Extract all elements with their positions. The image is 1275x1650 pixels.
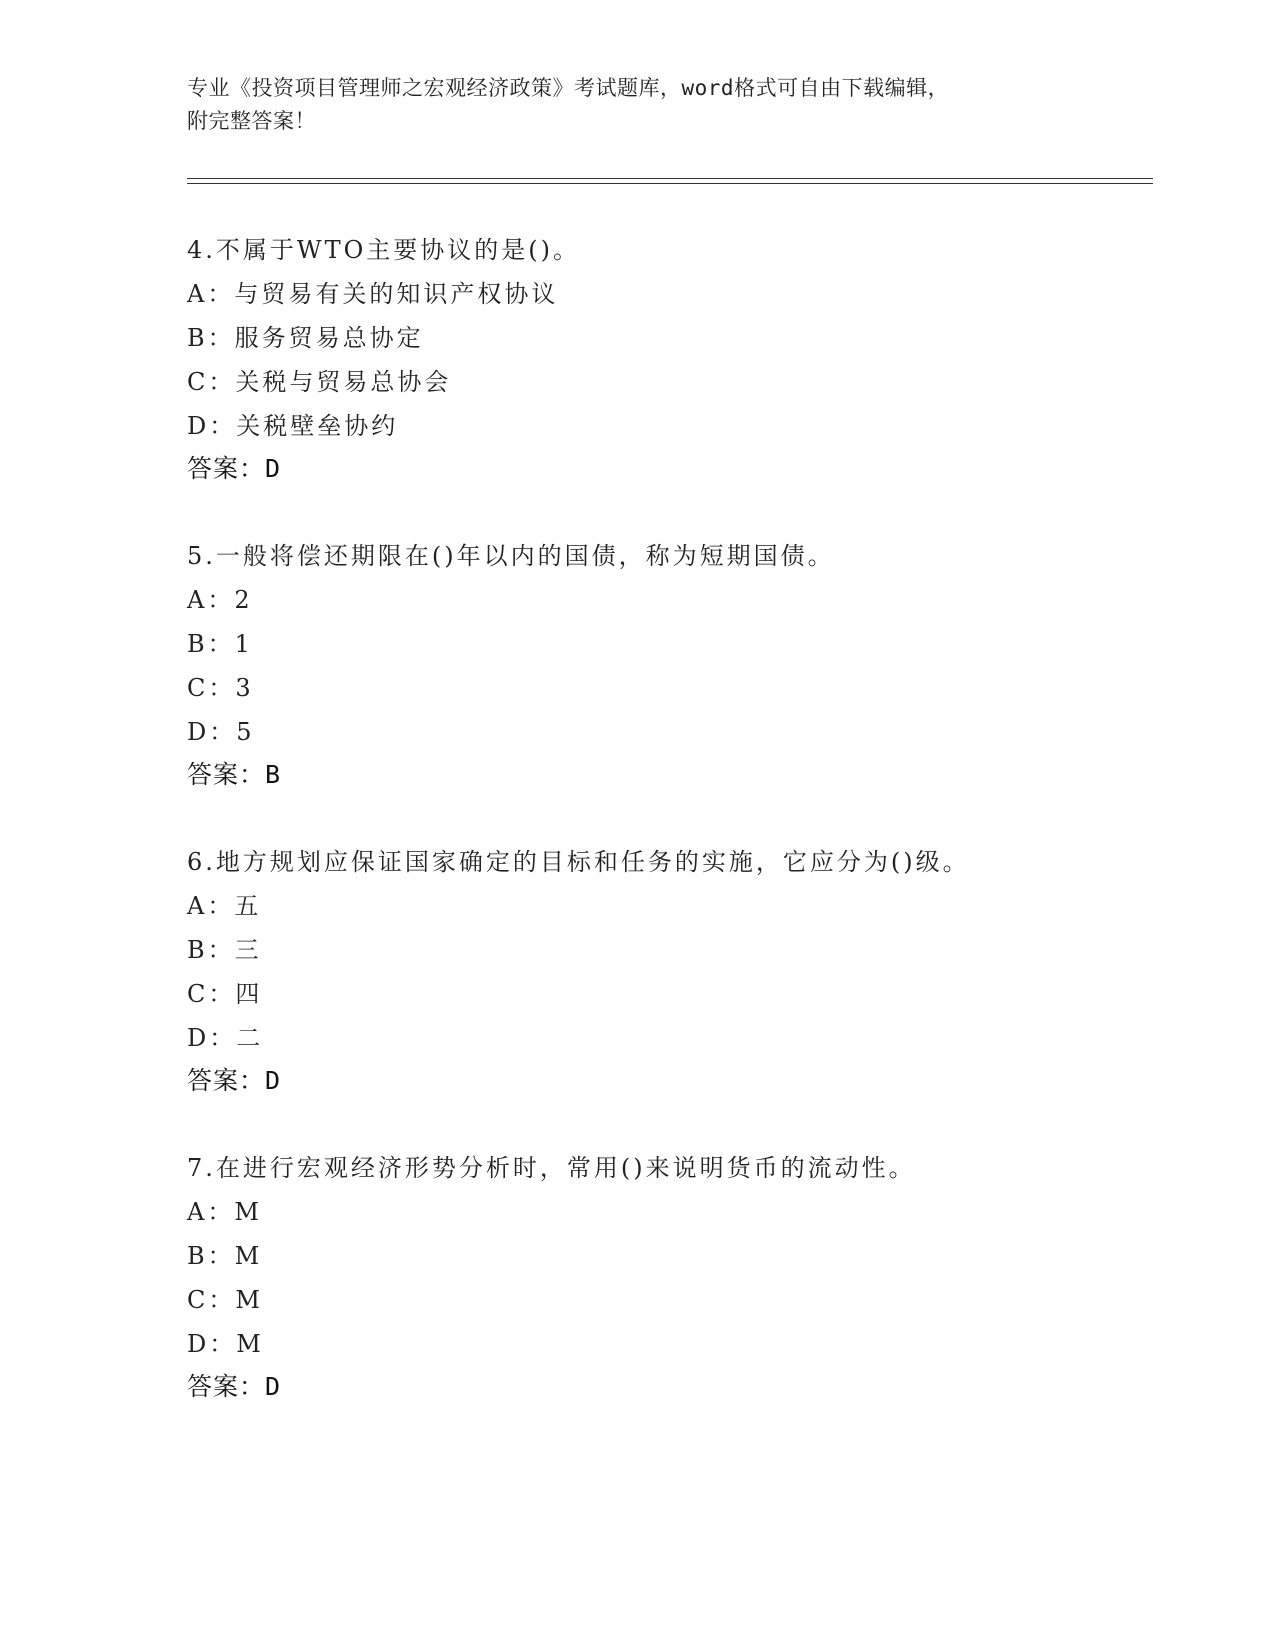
question-stem: 5.一般将偿还期限在()年以内的国债，称为短期国债。: [187, 542, 835, 570]
header-line-1: 专业《投资项目管理师之宏观经济政策》考试题库，word格式可自由下载编辑，: [187, 76, 950, 100]
option-b: B：M: [187, 1242, 263, 1270]
answer-line: 答案：D: [187, 1372, 282, 1401]
option-d: D：二: [187, 1024, 264, 1052]
option-c: C：M: [187, 1286, 263, 1314]
option-a: A：2: [187, 586, 253, 614]
option-c: C：四: [187, 980, 263, 1008]
option-d: D：5: [187, 718, 255, 746]
question-stem: 6.地方规划应保证国家确定的目标和任务的实施，它应分为()级。: [187, 848, 970, 876]
option-a: A：与贸易有关的知识产权协议: [187, 280, 559, 308]
option-b: B：服务贸易总协定: [187, 324, 424, 352]
option-b: B：1: [187, 630, 253, 658]
option-a: A：M: [187, 1198, 262, 1226]
option-d: D：关税壁垒协约: [187, 412, 399, 440]
header-divider-bottom: [187, 183, 1153, 184]
question-stem: 4.不属于WTO主要协议的是()。: [187, 236, 580, 264]
document-header: [187, 72, 1067, 138]
header-divider-top: [187, 178, 1153, 179]
option-d: D：M: [187, 1330, 264, 1358]
option-b: B：三: [187, 936, 262, 964]
option-a: A：五: [187, 892, 262, 920]
answer-line: 答案：B: [187, 760, 282, 789]
option-c: C：3: [187, 674, 254, 702]
question-stem: 7.在进行宏观经济形势分析时，常用()来说明货币的流动性。: [187, 1154, 916, 1182]
answer-line: 答案：D: [187, 1066, 282, 1095]
header-line-2: 附完整答案！: [187, 109, 316, 133]
answer-line: 答案：D: [187, 454, 282, 483]
option-c: C：关税与贸易总协会: [187, 368, 452, 396]
